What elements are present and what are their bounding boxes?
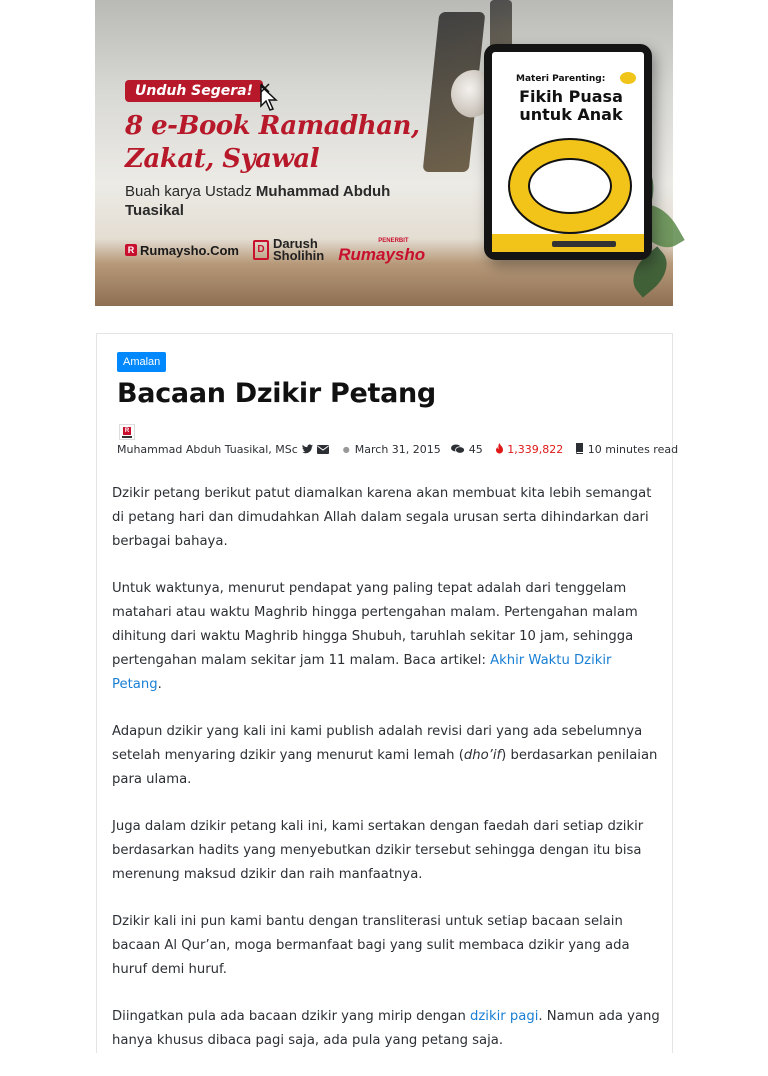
rumaysho-com-logo xyxy=(125,243,239,258)
paragraph-3-end: ) berdasarkan penilaian para ulama. xyxy=(112,748,658,787)
ebook-promo-banner[interactable] xyxy=(95,0,673,306)
banner-author xyxy=(125,182,425,220)
sholihin-text: Sholihin xyxy=(272,248,325,263)
rumaysho-text: Rumaysho xyxy=(338,245,426,264)
ebook-subtitle: Materi Parenting: xyxy=(516,74,606,84)
views-count: 1,339,822 xyxy=(507,443,564,456)
cursor-pointer-icon xyxy=(259,84,281,114)
banner-logos xyxy=(125,236,425,264)
post-date: March 31, 2015 xyxy=(354,443,441,456)
penerbit-text: PENERBIT xyxy=(378,238,409,244)
comments-icon[interactable] xyxy=(451,443,465,456)
ebook-title: Fikih Puasa untuk Anak xyxy=(519,87,623,124)
banner-title-line2: Zakat, Syawal xyxy=(125,144,320,174)
views-counter xyxy=(495,443,563,456)
akhir-waktu-dzikir-petang-link[interactable]: Akhir Waktu Dzikir Petang xyxy=(112,653,612,692)
page-title: Bacaan Dzikir Petang xyxy=(117,378,436,409)
book-icon xyxy=(575,443,584,454)
paragraph-3 xyxy=(112,720,662,792)
article-body xyxy=(112,482,662,1076)
paragraph-1: Dzikir petang berikut patut diamalkan karena akan membuat kita lebih semangat di petang hari dan dimudahkan Allah dalam segala urusan serta dihindarkan dari berbagai bahaya. xyxy=(112,486,652,549)
twitter-icon[interactable] xyxy=(302,443,313,456)
darush-sholihin-icon: D xyxy=(253,240,269,260)
download-now-badge: Unduh Segera! xyxy=(125,80,263,102)
rumaysho-com-text: Rumaysho.Com xyxy=(140,242,239,258)
author-name-link[interactable]: Muhammad Abduh Tuasikal, MSc xyxy=(117,443,298,456)
paragraph-2-end: . xyxy=(157,677,162,692)
meta-separator-dot: ● xyxy=(342,445,350,454)
paragraph-6 xyxy=(112,1005,662,1053)
paragraph-6-end: . Namun ada yang hanya khusus dibaca pagi saja, ada pula yang petang saja. xyxy=(112,1009,660,1048)
fire-icon xyxy=(495,443,504,454)
illustration-family xyxy=(528,158,612,214)
article-card xyxy=(96,333,679,1053)
ebook-tablet-image xyxy=(484,44,652,260)
dzikir-pagi-link[interactable]: dzikir pagi xyxy=(470,1009,539,1024)
paragraph-5: Dzikir kali ini pun kami bantu dengan transliterasi untuk setiap bacaan selain bacaan Al Qur’an, moga bermanfaat bagi yang sulit membaca dzikir yang ada huruf demi huruf. xyxy=(112,914,630,977)
paragraph-2-text: Untuk waktunya, menurut pendapat yang paling tepat adalah dari tenggelam matahari atau waktu Maghrib hingga pertengahan malam. Pertengahan malam dihitung dari waktu Maghrib hingga Shubuh, taruhlah sekitar 10 jam, sehingga pertengahan malam sekitar jam 11 malam. Baca artikel: xyxy=(112,581,638,668)
penerbit-rumaysho-logo xyxy=(338,236,425,264)
banner-author-name: Muhammad Abduh Tuasikal xyxy=(125,183,391,219)
paragraph-2 xyxy=(112,577,662,697)
comments-count[interactable]: 45 xyxy=(468,443,483,456)
read-time-text: 10 minutes read xyxy=(587,443,679,456)
banner-title-line1: 8 e-Book Ramadhan, xyxy=(125,111,420,141)
dhoif-term: dho’if xyxy=(463,748,502,763)
read-time xyxy=(575,443,678,456)
darush-text: Darush xyxy=(272,236,318,251)
paragraph-3-text: Adapun dzikir yang kali ini kami publish adalah revisi dari yang ada sebelumnya setelah menyaring dzikir yang menurut kami lemah ( xyxy=(112,724,643,763)
ebook-footer-label xyxy=(552,241,616,247)
banner-author-prefix: Buah karya Ustadz xyxy=(125,183,256,200)
email-icon[interactable] xyxy=(317,443,329,456)
rumaysho-r-icon: R xyxy=(125,244,137,256)
paragraph-4: Juga dalam dzikir petang kali ini, kami sertakan dengan faedah dari setiap dzikir berdasarkan hadits yang menyebutkan dzikir tersebut sehingga dengan itu bisa merenung maksud dzikir dan raih manfaatnya. xyxy=(112,819,644,882)
paragraph-6-text: Diingatkan pula ada bacaan dzikir yang mirip dengan xyxy=(112,1009,470,1024)
author-avatar[interactable]: R xyxy=(119,424,135,440)
category-badge[interactable]: Amalan xyxy=(117,352,166,372)
ebook-badge-icon xyxy=(620,72,636,84)
darush-sholihin-logo xyxy=(253,238,324,262)
ebook-cover xyxy=(492,52,644,252)
post-meta xyxy=(117,443,678,456)
